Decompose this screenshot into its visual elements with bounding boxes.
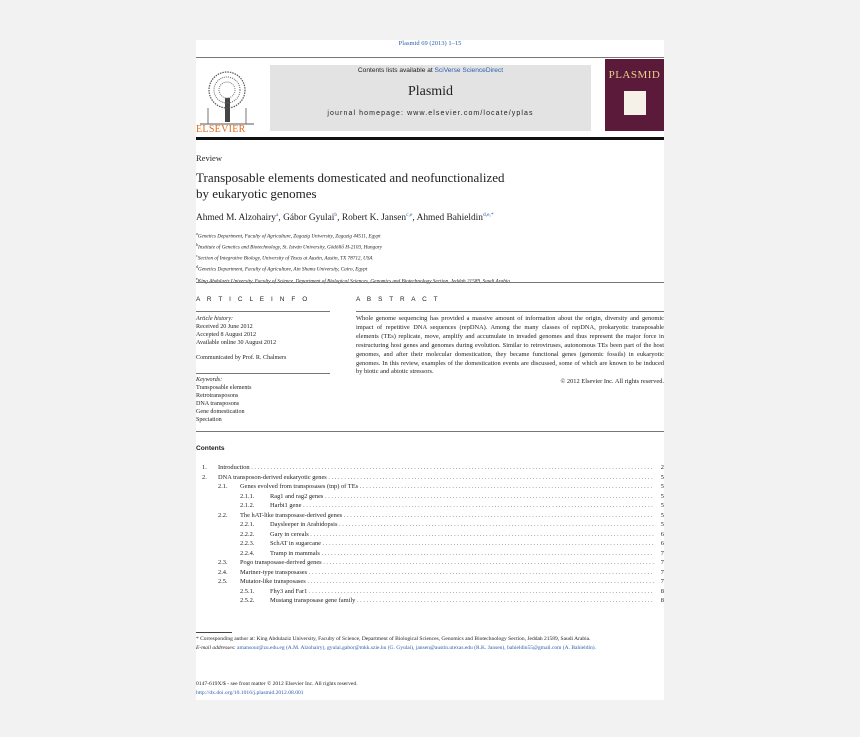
toc-number: 2.	[202, 473, 207, 481]
toc-title: SchAT in sugarcane . . .	[270, 539, 654, 549]
abstract	[356, 315, 664, 387]
toc-number: 2.2.1.	[240, 521, 255, 528]
keyword: Speciation	[196, 417, 222, 423]
table-of-contents	[196, 463, 664, 606]
toc-entry[interactable]	[196, 492, 664, 502]
affiliation: $^b$Institute of Genetics and Biotechnology, St. István University, Gödöllő H-2103, Hungary	[196, 242, 383, 251]
divider	[196, 311, 330, 312]
divider	[356, 311, 664, 312]
author[interactable]: Ahmed M. Alzohairy$^a$,	[196, 212, 284, 223]
toc-entry[interactable]	[196, 482, 664, 492]
toc-page: 7	[660, 549, 664, 557]
toc-title: DNA transposon-derived eukaryotic genes . . .	[218, 473, 654, 483]
toc-entry[interactable]	[196, 549, 664, 559]
toc-entry[interactable]	[196, 596, 664, 606]
article-page	[196, 40, 664, 700]
toc-title: Tramp in mammals . . .	[270, 549, 654, 559]
keyword: Transposable elements	[196, 385, 252, 391]
keyword: Gene domestication	[196, 409, 245, 415]
toc-page: 5	[660, 492, 664, 500]
affiliation: $^d$Genetics Department, Faculty of Agriculture, Ain Shams University, Cairo, Egypt	[196, 264, 368, 274]
toc-title: Harbi1 gene . . .	[270, 501, 654, 511]
footnotes	[196, 635, 664, 653]
toc-page: 7	[660, 568, 664, 576]
copyright: © 2012 Elsevier Inc. All rights reserved.	[560, 378, 664, 386]
toc-title: Genes evolved from transposases (tnp) of TEs . . .	[240, 482, 654, 492]
issn-line: 0147-619X/$ - see front matter © 2012 Elsevier Inc. All rights reserved.	[196, 681, 358, 687]
toc-title: The hAT-like transposase-derived genes . . .	[240, 511, 654, 521]
affiliation: $^a$Genetics Department, Faculty of Agriculture, Zagazig University, Zagazig 44511, Egypt	[196, 231, 381, 240]
toc-entry[interactable]	[196, 530, 664, 540]
contents-line: Contents lists available at SciVerse ScienceDirect	[357, 67, 504, 74]
toc-title: Fhy3 and Far1 . . .	[270, 587, 654, 597]
divider	[196, 282, 664, 283]
corresponding-author-note: * Corresponding author at: King Abdulaziz University, Faculty of Science, Department of Biological Sciences, Genomics and Biotechnology Section, Jeddah 21589, Saudi Arabia.	[196, 636, 591, 642]
keyword: Retrotransposons	[196, 393, 239, 399]
journal-banner	[270, 65, 591, 131]
toc-page: 7	[660, 559, 664, 566]
header-divider	[196, 137, 664, 140]
toc-title: Rag1 and rag2 genes . . .	[270, 492, 654, 502]
toc-number: 2.1.2.	[240, 502, 255, 509]
divider	[196, 431, 664, 432]
toc-page: 5	[660, 502, 664, 509]
keywords: Keywords: Transposable elements Retrotransposons DNA transposons Gene domestication Speciation	[196, 376, 330, 424]
toc-number: 2.3.	[218, 559, 228, 566]
toc-entry[interactable]	[196, 511, 664, 521]
contents-header: Contents	[196, 445, 225, 452]
article-type: Review	[196, 153, 222, 163]
toc-page: 5	[660, 521, 664, 528]
author[interactable]: Robert K. Jansen$^{c,e}$,	[341, 212, 417, 223]
communicated-by: Communicated by Prof. R. Chalmers	[196, 355, 287, 361]
toc-entry[interactable]	[196, 587, 664, 597]
author[interactable]: Ahmed Bahieldin$^{d,e,*}$	[416, 212, 494, 223]
toc-page: 6	[660, 540, 664, 547]
toc-page: 5	[660, 483, 664, 490]
article-title: Transposable elements domesticated and neofunctionalized by eukaryotic genomes	[196, 170, 505, 201]
toc-entry[interactable]	[196, 520, 664, 530]
toc-number: 2.2.4.	[240, 549, 255, 557]
affiliation: $^e$King Abdulaziz University, Faculty of Science, Department of Biological Sciences, Genomics and Biotechnology Section, Jeddah 21589, Saudi Arabia	[196, 275, 510, 285]
toc-number: 2.2.3.	[240, 540, 255, 547]
toc-title: Mutator-like transposases . . .	[240, 577, 654, 587]
toc-number: 1.	[202, 464, 207, 471]
toc-page: 5	[660, 511, 664, 519]
sciencedirect-link[interactable]: SciVerse ScienceDirect	[434, 67, 504, 74]
toc-title: Gary in cereals . . .	[270, 530, 654, 540]
toc-entry[interactable]	[196, 501, 664, 511]
toc-page: 2	[660, 464, 664, 471]
toc-title: Pogo transposase-derived genes . . .	[240, 558, 654, 568]
toc-title: Daysleeper in Arabidopsis . . .	[270, 520, 654, 530]
elsevier-tree-logo	[196, 64, 258, 132]
abstract-text: Whole genome sequencing has provided a massive amount of information about the origin, diversity and genomic impact of repetitive DNA sequences (repDNA). Among the many classes of repDNA, prokaryotic transposable elements (TEs) replicate, move, amplify and accumulate in invaded genomes and thus represent the major force in restructuring host genes and genomes during evolution. Similar to retroviruses, autonomous TEs been part of the host genomes, and after their molecular domestication, they became functional genes (genomic fossils) in eukaryotic genomes. In this review, examples of the domestication events are discussed, some of which are known to be induced by biotic and abiotic stressors.	[356, 315, 664, 376]
divider	[196, 57, 664, 58]
affiliations	[196, 230, 664, 286]
keyword: DNA transposons	[196, 401, 240, 407]
toc-title: Mariner-type transposases . . .	[240, 568, 654, 578]
toc-number: 2.2.	[218, 511, 228, 519]
cover-title: PLASMID	[608, 69, 661, 81]
author[interactable]: Gábor Gyulai$^b$,	[283, 212, 342, 223]
elsevier-wordmark: ELSEVIER	[196, 124, 246, 135]
toc-entry[interactable]	[196, 539, 664, 549]
toc-page: 8	[660, 587, 664, 595]
email-addresses: E-mail addresses: amansour@zu.edu.eg (A.M. Alzohairy), gyulai.gabor@mkk.szie.hu (G. Gyulai), jansen@austin.utexas.edu (R.K. Jansen), bahieldin55@gmail.com (A. Bahieldin).	[196, 645, 596, 652]
toc-entry[interactable]	[196, 568, 664, 578]
toc-number: 2.5.2.	[240, 597, 255, 604]
toc-number: 2.5.	[218, 578, 228, 585]
affiliation: $^c$Section of Integrative Biology, University of Texas at Austin, Austin, TX 78712, USA	[196, 253, 373, 263]
toc-page: 7	[660, 578, 664, 585]
issn-doi	[196, 680, 358, 698]
toc-title: Introduction . . .	[218, 463, 654, 473]
footnote-divider	[196, 632, 232, 633]
toc-number: 2.1.	[218, 483, 228, 490]
divider	[196, 373, 330, 374]
cover-image	[624, 91, 646, 115]
toc-page: 5	[660, 473, 664, 481]
toc-page: 8	[660, 597, 664, 604]
toc-number: 2.1.1.	[240, 492, 255, 500]
toc-number: 2.4.	[218, 568, 228, 576]
toc-page: 6	[660, 530, 664, 538]
article-history: Article history: Received 20 June 2012 Accepted 8 August 2012 Available online 30 August 2012 Communicated by Prof. R. Chalmers	[196, 315, 330, 362]
toc-number: 2.5.1.	[240, 587, 255, 595]
toc-entry[interactable]	[196, 463, 664, 473]
article-info-header: A R T I C L E I N F O	[196, 296, 310, 303]
doi-link[interactable]: http://dx.doi.org/10.1016/j.plasmid.2012.08.001	[196, 690, 304, 696]
author-list	[196, 212, 494, 223]
journal-reference[interactable]: Plasmid 69 (2013) 1–15	[398, 40, 462, 47]
abstract-header: A B S T R A C T	[356, 296, 441, 303]
toc-entry[interactable]	[196, 473, 664, 483]
journal-cover	[605, 59, 664, 131]
toc-entry[interactable]	[196, 577, 664, 587]
toc-number: 2.2.2.	[240, 530, 255, 538]
journal-homepage[interactable]: journal homepage: www.elsevier.com/locate/yplas	[327, 110, 534, 117]
toc-title: Mustang transposase gene family . . .	[270, 596, 654, 606]
journal-title: Plasmid	[407, 84, 454, 99]
toc-entry[interactable]	[196, 558, 664, 568]
